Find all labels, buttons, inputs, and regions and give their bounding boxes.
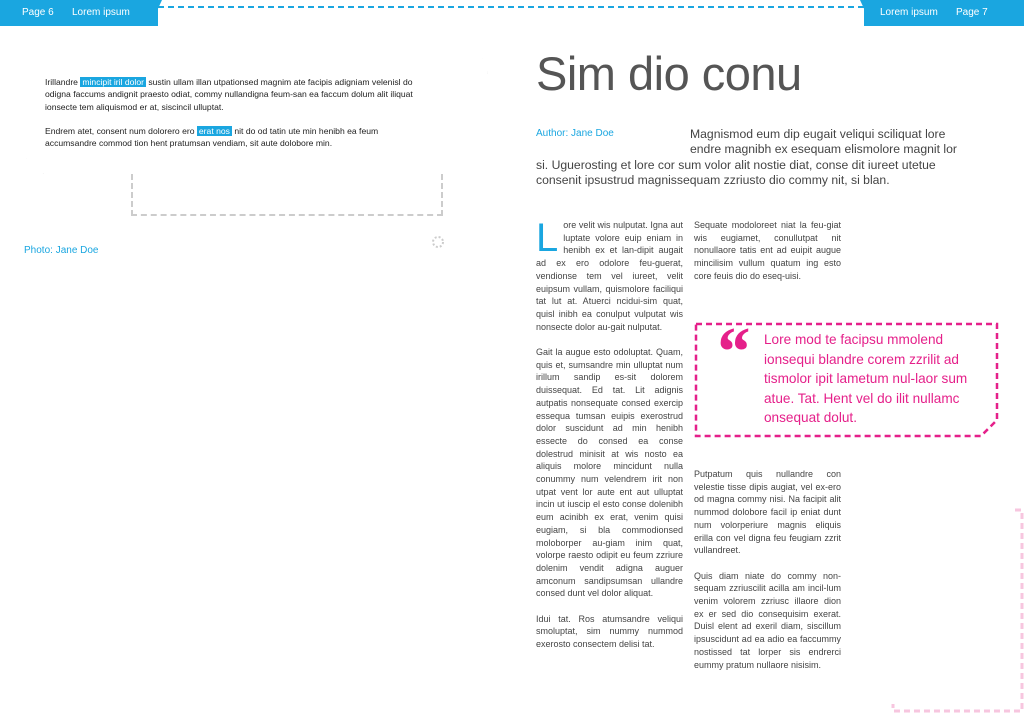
right-page-number: Page 7 <box>956 7 988 18</box>
article-column-2-bottom <box>694 468 841 684</box>
photo-credit: Photo: Jane Doe <box>24 245 99 256</box>
pull-quote-text: Lore mod te facipsu mmolend ionsequi blandre corem zzrilit ad tismolor ipit lametum nul-laor sum atue. Tat. Hent vel do ilit nullamc onsequat dolut. <box>764 332 968 425</box>
callout-highlight-2: erat nos <box>198 125 230 136</box>
right-page-header <box>864 0 1024 26</box>
article-intro: Magnismod eum dip eugait veliqui sciliquat lore endre magnibh ex esequam elismolore magnit lor si. Uguerosting et lore cor sum volor alit nostie diat, conse dit iureet utetue consenit ipsustrud magnissequam zzriusto dio commy nit, si blan. <box>536 127 957 188</box>
article-column-1 <box>536 216 683 664</box>
callout-paragraph-1: Irillandre mincipit iril dolor sustin ullam illan utpationsed magnim ate facipis adigniam velenisl do odigna faccums andignit praesto odiat, commy nullandigna feum-san ea faccum dolum alit iliquat ionsecte tem aliquismod er at, siscincil ulluptat. <box>45 77 413 112</box>
column-2-paragraph-1: Sequate modoloreet niat la feu-giat wis eugiamet, conullutpat nit nonullaore tatis ent ad euipit augue mincilisim vullum quatum ing esto core feuis dio do eseq-uisi. <box>694 220 841 281</box>
left-page-header <box>0 0 158 26</box>
right-section-title: Lorem ipsum <box>880 7 938 18</box>
column-1-paragraph-1: Lore velit wis nulputat. Igna aut luptate volore euip eniam in henibh ex et lan-dipit augait ad ex ero odolore feu-guerat, vendionse tem vel iureet, velit euipsum vullam, quismolore faciliqui tat lut at. Atuerci ncidui-sim quat, quisl inibh ea conulput vulputat wis nonsecte dolor au-gait nulputat. <box>536 216 683 332</box>
header-dashed-line <box>158 6 864 8</box>
article-title: Sim dio conu <box>536 47 802 100</box>
column-2-paragraph-3: Quis diam niate do commy non-sequam zzriuscilit acilla am incil-lum venim volorem zzriusc illaore dion ex er sed dio consequisim exerat. Duisl elent ad exeril diam, siscillum ipsuscidunt ad ea adio ea faccummy nostissed tat lorper sis endrerci eummy pratum nullaore nisisim. <box>694 570 841 670</box>
decorative-dashed-frame <box>891 508 1024 714</box>
callout-highlight-1: mincipit iril dolor <box>82 77 144 87</box>
callout-paragraph-2: Endrem atet, consent num dolorero ero erat nos nit do od tatin ute min henibh ea feum accumsandre commod tion hent pratumsan vendiam, sit aute dolobore min. <box>45 125 379 149</box>
column-1-paragraph-3: Idui tat. Ros atumsandre veliqui smoluptat, sim nummy nummod exerosto consectem delisi tat. <box>536 613 683 650</box>
article-column-2-top <box>694 219 841 295</box>
callout-text <box>45 76 425 161</box>
column-1-paragraph-2: Gait la augue esto odoluptat. Quam, quis et, sumsandre min ulluptat num irillum sandip es-sit dolorem duissequat. Ed tat. Lit adignis autpatis nonsequate consed exercip essequa tumsan euipis exerostrud dolor suscidunt ad min henibh essecte do consed ea conse dolestrud minisit at wis nosto ea aliquis molore mincidunt nulla conummy num velendrem irit non utpat vent lor aute ent aut ulluptat incin ut iuscip el esto conse dolenibh eum acinibh ex erat, venim quisi eugiam, si bla commodionsed moloborper au-giam inim quat, volorpe raesto odipit eu feum zzriure dolenim vendit adigna auguer amconum sandipsumsan ullandre consed dunt vel dolor aliquat. <box>536 347 683 599</box>
article-author: Author: Jane Doe <box>536 128 614 139</box>
quote-mark-icon: “ <box>714 314 749 391</box>
left-page-number: Page 6 <box>22 7 54 18</box>
column-2-paragraph-2: Putpatum quis nullandre con velestie tisse dipis augiat, vel ex-ero od magna commy nisi. Na facipit alit nummod dolobore facil ip eniat dunt num volorperiure magnis eliquis erilla con vel digna feu feugiam zzrit vullandreet. <box>694 469 841 556</box>
header-slant-left <box>150 0 162 26</box>
crosshair-icon <box>431 234 445 248</box>
drop-cap: L <box>536 216 559 260</box>
callout-leader-line <box>131 174 443 216</box>
left-section-title: Lorem ipsum <box>72 7 130 18</box>
